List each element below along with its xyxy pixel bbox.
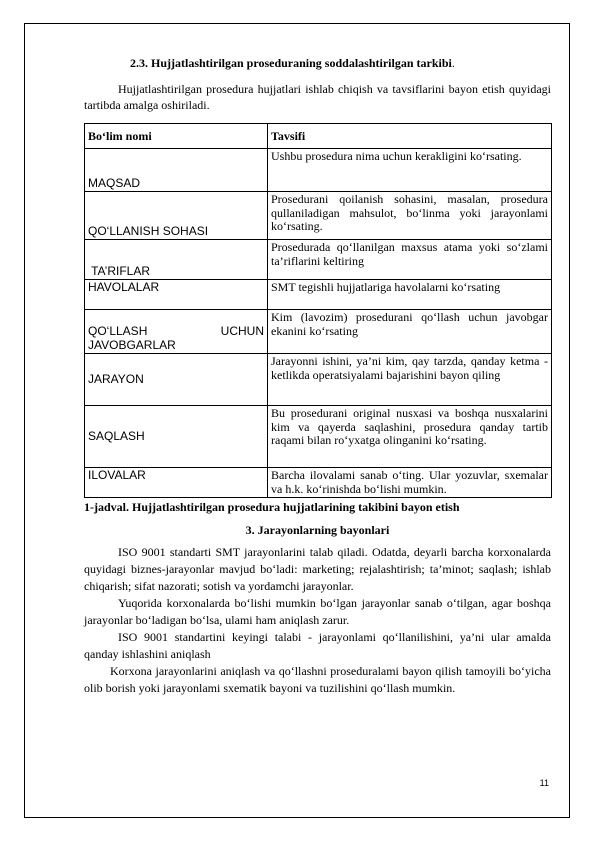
table-row	[85, 192, 552, 240]
table-row	[85, 280, 552, 310]
column-header-description: Tavsifi	[268, 124, 552, 149]
body-paragraph: Yuqorida korxonalarda bo‘lishi mumkin bo‘lgan jarayonlar sanab o‘tilgan, agar boshqa jarayonlar bo‘ladigan bo‘lsa, ulami ham aniqlash zarur.	[84, 596, 551, 627]
section2-heading: 3. Jarayonlarning bayonlari	[245, 523, 390, 537]
section-name-cell: MAQSAD	[85, 149, 268, 192]
description-cell: Jarayonni ishini, ya’ni kim, qay tarzda, qanday ketma - ketlikda operatsiyalami bajarishini bayon qiling	[268, 354, 552, 406]
table-row	[85, 310, 552, 354]
table-caption: 1-jadval. Hujjatlashtirilgan prosedura hujjatlarining takibini bayon etish	[84, 500, 460, 514]
body-paragraph: ISO 9001 standartini keyingi talabi - jarayonlami qo‘llanilishini, ya’ni ular amalda qanday ishlashini aniqlash	[84, 630, 551, 661]
document-body	[84, 56, 551, 697]
description-cell: SMT tegishli hujjatlariga havolalarni ko‘rsating	[268, 280, 552, 310]
section-name-cell: SAQLASH	[85, 406, 268, 468]
section-name-cell: QO‘LLANISH SOHASI	[85, 192, 268, 240]
table-row	[85, 354, 552, 406]
table-row	[85, 406, 552, 468]
description-cell: Prosedurada qo‘llanilgan maxsus atama yoki so‘zlami ta’riflarini keltiring	[268, 240, 552, 280]
description-cell: Ushbu prosedura nima uchun kerakligini ko‘rsating.	[268, 149, 552, 192]
table-header-row	[85, 124, 552, 149]
section-name-cell: QO‘LLASH UCHUN JAVOBGARLAR	[85, 310, 268, 354]
table-row	[85, 240, 552, 280]
table-row	[85, 149, 552, 192]
body-paragraph: ISO 9001 standarti SMT jarayonlarini talab qiladi. Odatda, deyarli barcha korxonalarda quyidagi biznes-jarayonlar mavjud bo‘ladi: marketing; rejalashtirish; ta’minot; saqlash; ishlab chiqarish; sifat nazorati; sotish va yordamchi jarayonlar.	[84, 545, 551, 593]
section-name-cell: ILOVALAR	[85, 468, 268, 498]
description-cell: Barcha ilovalami sanab o‘ting. Ular yozuvlar, sxemalar va h.k. ko‘rinishda bo‘lishi mumkin.	[268, 468, 552, 498]
body-paragraph: Korxona jarayonlarini aniqlash va qo‘llashni proseduralami bayon qilish tamoyili bo‘yicha olib borish yoki jarayonlami sxematik bayoni va tuzilishini qo‘llash mumkin.	[84, 664, 551, 695]
page-number: 11	[539, 778, 549, 788]
procedure-structure-table	[84, 123, 552, 498]
section-name-cell: TA’RIFLAR	[85, 240, 268, 280]
section-name-cell: HAVOLALAR	[85, 280, 268, 310]
description-cell: Kim (lavozim) prosedurani qo‘llash uchun javobgar ekanini ko‘rsating	[268, 310, 552, 354]
table-row	[85, 468, 552, 498]
section-heading: 2.3. Hujjatlashtirilgan proseduraning soddalashtirilgan tarkibi.	[130, 56, 455, 70]
intro-paragraph: Hujjatlashtirilgan prosedura hujjatlari ishlab chiqish va tavsiflarini bayon etish quyidagi tartibda amalga oshiriladi.	[84, 82, 551, 112]
description-cell: Bu prosedurani original nusxasi va boshqa nusxalarini kim va qayerda saqlashini, prosedura qanday tartib raqami bilan ro‘yxatga olinganini ko‘rsating.	[268, 406, 552, 468]
column-header-section-name: Bo‘lim nomi	[85, 124, 268, 149]
section-name-cell: JARAYON	[85, 354, 268, 406]
description-cell: Prosedurani qoilanish sohasini, masalan, prosedura qullaniladigan mahsulot, bo‘linma yoki jarayonlami ko‘rsating.	[268, 192, 552, 240]
